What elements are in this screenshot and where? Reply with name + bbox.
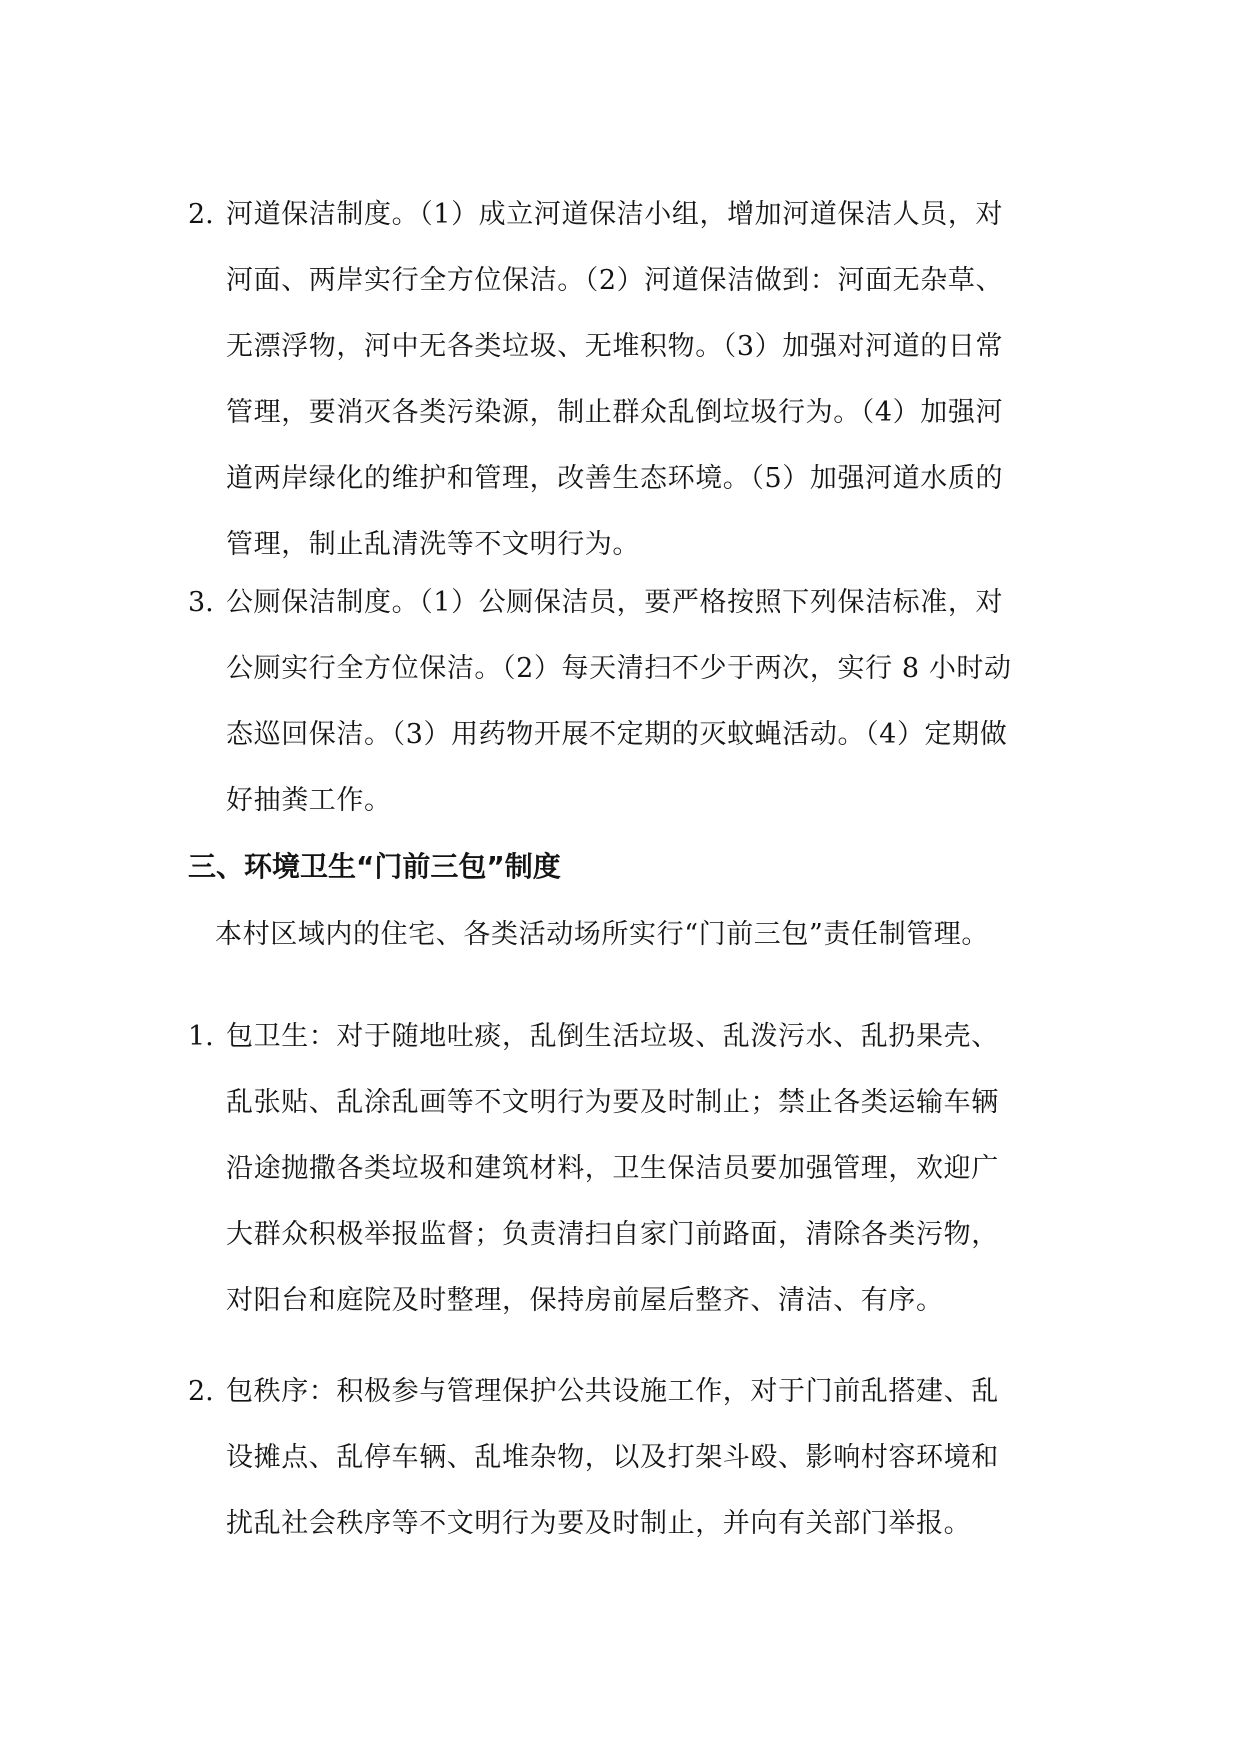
section-heading: 三、环境卫生“门前三包”制度 — [188, 850, 561, 883]
paragraph-line: 沿途抛撒各类垃圾和建筑材料，卫生保洁员要加强管理，欢迎广 — [226, 1153, 999, 1184]
item-number: 3. — [188, 587, 214, 618]
item-number: 2. — [188, 199, 214, 230]
paragraph-line: 乱张贴、乱涂乱画等不文明行为要及时制止；禁止各类运输车辆 — [226, 1087, 999, 1118]
paragraph-line: 公厕保洁制度。（1）公厕保洁员，要严格按照下列保洁标准，对 — [226, 587, 1004, 618]
paragraph-line: 对阳台和庭院及时整理，保持房前屋后整齐、清洁、有序。 — [226, 1285, 944, 1316]
paragraph-line: 河道保洁制度。（1）成立河道保洁小组，增加河道保洁人员，对 — [226, 199, 1004, 230]
item-number: 2. — [188, 1376, 214, 1407]
paragraph-line: 河面、两岸实行全方位保洁。（2）河道保洁做到：河面无杂草、 — [226, 265, 1004, 296]
paragraph-line: 管理，制止乱清洗等不文明行为。 — [226, 529, 640, 560]
paragraph-line: 好抽粪工作。 — [226, 785, 392, 816]
paragraph-line: 公厕实行全方位保洁。（2）每天清扫不少于两次，实行 8 小时动 — [226, 653, 1012, 684]
paragraph-line: 大群众积极举报监督；负责清扫自家门前路面，清除各类污物， — [226, 1219, 999, 1250]
intro-paragraph: 本村区域内的住宅、各类活动场所实行“门前三包”责任制管理。 — [215, 919, 990, 950]
paragraph-line: 设摊点、乱停车辆、乱堆杂物，以及打架斗殴、影响村容环境和 — [226, 1442, 999, 1473]
paragraph-line: 管理，要消灭各类污染源，制止群众乱倒垃圾行为。（4）加强河 — [226, 397, 1004, 428]
paragraph-line: 包卫生：对于随地吐痰，乱倒生活垃圾、乱泼污水、乱扔果壳、 — [226, 1021, 999, 1052]
paragraph-line: 态巡回保洁。（3）用药物开展不定期的灭蚊蝇活动。（4）定期做 — [226, 719, 1008, 750]
paragraph-line: 无漂浮物，河中无各类垃圾、无堆积物。（3）加强对河道的日常 — [226, 331, 1004, 362]
paragraph-line: 道两岸绿化的维护和管理，改善生态环境。（5）加强河道水质的 — [226, 463, 1004, 494]
paragraph-line: 扰乱社会秩序等不文明行为要及时制止，并向有关部门举报。 — [226, 1508, 972, 1539]
item-number: 1. — [188, 1021, 214, 1052]
paragraph-line: 包秩序：积极参与管理保护公共设施工作，对于门前乱搭建、乱 — [226, 1376, 999, 1407]
